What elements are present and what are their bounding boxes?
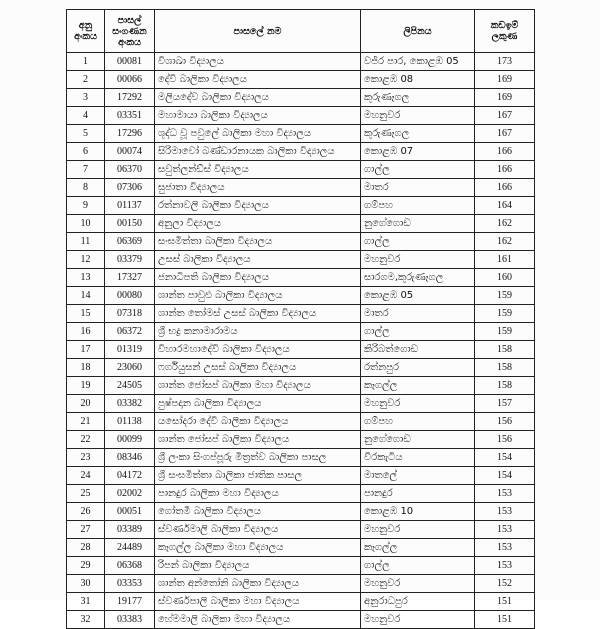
row-school-code: 01138	[105, 413, 155, 431]
row-serial-no: 4	[67, 107, 105, 125]
row-cutoff-marks: 167	[475, 107, 535, 125]
header-cutoff-marks: කඩඉම් ලකුණ	[475, 10, 535, 53]
row-school-code: 06368	[105, 557, 155, 575]
table-row	[67, 557, 535, 575]
row-address: වජිර පාර, කොළඹ 05	[361, 53, 475, 71]
row-serial-no: 8	[67, 179, 105, 197]
row-school-name: ස්වර්ණමාලි බාලිකා විද්‍යාලය	[155, 521, 361, 539]
table-row	[67, 395, 535, 413]
row-school-name: අනුලා විද්‍යාලය	[155, 215, 361, 233]
table-row	[67, 179, 535, 197]
row-school-code: 04172	[105, 467, 155, 485]
row-serial-no: 25	[67, 485, 105, 503]
row-address: ගම්පහ	[361, 197, 475, 215]
row-cutoff-marks: 159	[475, 323, 535, 341]
table-row	[67, 485, 535, 503]
row-school-code: 00051	[105, 503, 155, 521]
row-cutoff-marks: 164	[475, 197, 535, 215]
row-address: ගාල්ල	[361, 161, 475, 179]
row-address: කොළඹ 07	[361, 143, 475, 161]
row-school-name: මහාමායා බාලිකා විද්‍යාලය	[155, 107, 361, 125]
row-cutoff-marks: 161	[475, 251, 535, 269]
table-row	[67, 359, 535, 377]
row-school-code: 03383	[105, 611, 155, 629]
row-serial-no: 9	[67, 197, 105, 215]
table-row	[67, 71, 535, 89]
table-row	[67, 611, 535, 629]
row-address: ගම්පහ	[361, 413, 475, 431]
row-school-name: හේමමාලි බාලිකා මහා විද්‍යාලය	[155, 611, 361, 629]
row-address: මාතර	[361, 179, 475, 197]
row-cutoff-marks: 156	[475, 413, 535, 431]
table-row	[67, 125, 535, 143]
row-cutoff-marks: 153	[475, 521, 535, 539]
row-cutoff-marks: 152	[475, 575, 535, 593]
row-school-code: 23060	[105, 359, 155, 377]
row-school-code: 07306	[105, 179, 155, 197]
row-school-name: විහාරමහාදේවි බාලිකා විද්‍යාලය	[155, 341, 361, 359]
row-school-code: 03351	[105, 107, 155, 125]
row-serial-no: 28	[67, 539, 105, 557]
row-serial-no: 6	[67, 143, 105, 161]
row-cutoff-marks: 169	[475, 89, 535, 107]
table-row	[67, 53, 535, 71]
row-school-code: 08346	[105, 449, 155, 467]
row-cutoff-marks: 158	[475, 359, 535, 377]
row-cutoff-marks: 157	[475, 395, 535, 413]
row-address: කිරිබත්ගොඩ	[361, 341, 475, 359]
row-cutoff-marks: 166	[475, 161, 535, 179]
row-serial-no: 5	[67, 125, 105, 143]
table-row	[67, 503, 535, 521]
row-serial-no: 11	[67, 233, 105, 251]
table-row	[67, 287, 535, 305]
row-cutoff-marks: 153	[475, 485, 535, 503]
row-cutoff-marks: 153	[475, 557, 535, 575]
row-cutoff-marks: 153	[475, 503, 535, 521]
row-school-name: ශ්‍රී ලංකා සිංගප්පූරු මිත්‍රත්ව බාලිකා පාසල	[155, 449, 361, 467]
row-address: මහනුවර	[361, 251, 475, 269]
row-school-name: යසෝදරා දේවි බාලිකා විද්‍යාලය	[155, 413, 361, 431]
row-school-name: සවුත්ලන්ඩ්ස් විද්‍යාලය	[155, 161, 361, 179]
row-school-code: 00081	[105, 53, 155, 71]
row-serial-no: 24	[67, 467, 105, 485]
table-row	[67, 575, 535, 593]
row-school-code: 03389	[105, 521, 155, 539]
row-serial-no: 20	[67, 395, 105, 413]
row-cutoff-marks: 166	[475, 179, 535, 197]
row-address: මහනුවර	[361, 395, 475, 413]
row-serial-no: 15	[67, 305, 105, 323]
row-cutoff-marks: 162	[475, 233, 535, 251]
row-school-code: 00066	[105, 71, 155, 89]
row-school-code: 00150	[105, 215, 155, 233]
row-address: කෑගල්ල	[361, 539, 475, 557]
table-row	[67, 269, 535, 287]
row-school-name: ශාන්ත ජෝසප් බාලිකා මහා විද්‍යාලය	[155, 377, 361, 395]
row-serial-no: 26	[67, 503, 105, 521]
table-row	[67, 323, 535, 341]
row-school-name: ස්වර්ණපාලි බාලිකා මහා විද්‍යාලය	[155, 593, 361, 611]
row-address: කුරුණෑගල	[361, 125, 475, 143]
row-school-code: 01137	[105, 197, 155, 215]
table-row	[67, 161, 535, 179]
table-row	[67, 431, 535, 449]
row-cutoff-marks: 158	[475, 341, 535, 359]
row-school-code: 17327	[105, 269, 155, 287]
row-serial-no: 23	[67, 449, 105, 467]
row-school-name: පුෂ්පදාන බාලිකා විද්‍යාලය	[155, 395, 361, 413]
table-body	[67, 53, 535, 629]
row-serial-no: 13	[67, 269, 105, 287]
row-school-code: 02002	[105, 485, 155, 503]
row-school-name: ශ්‍රී භද්‍ර කනාමාරාමය	[155, 323, 361, 341]
row-school-name: ශාන්ත තෝමස් උසස් බාලිකා විද්‍යාලය	[155, 305, 361, 323]
row-school-name: ශාන්ත පාවුළු බාලිකා විද්‍යාලය	[155, 287, 361, 305]
row-school-code: 24505	[105, 377, 155, 395]
table-row	[67, 215, 535, 233]
row-address: සාරගම,කුරුණෑගල	[361, 269, 475, 287]
row-serial-no: 1	[67, 53, 105, 71]
row-school-name: සුජාතා විද්‍යාලය	[155, 179, 361, 197]
row-address: ගාල්ල	[361, 557, 475, 575]
row-school-code: 17296	[105, 125, 155, 143]
row-address: මහනුවර	[361, 575, 475, 593]
row-school-name: සිරිමාවෝ බණ්ඩාරනායක බාලිකා විද්‍යාලය	[155, 143, 361, 161]
row-serial-no: 17	[67, 341, 105, 359]
row-serial-no: 2	[67, 71, 105, 89]
header-school-code: පාසල් සංගණන අංකය	[105, 10, 155, 53]
row-cutoff-marks: 151	[475, 611, 535, 629]
row-school-code: 17292	[105, 89, 155, 107]
row-school-name: පානදුර බාලිකා මහා විද්‍යාලය	[155, 485, 361, 503]
row-address: කොළඹ 05	[361, 287, 475, 305]
row-serial-no: 27	[67, 521, 105, 539]
row-cutoff-marks: 159	[475, 287, 535, 305]
row-school-name: ජනාධිපති බාලිකා විද්‍යාලය	[155, 269, 361, 287]
row-serial-no: 16	[67, 323, 105, 341]
row-school-name: රිපන් බාලිකා විද්‍යාලය	[155, 557, 361, 575]
header-address: ලිපිනය	[361, 10, 475, 53]
row-cutoff-marks: 158	[475, 377, 535, 395]
table-header-row	[67, 10, 535, 53]
row-serial-no: 30	[67, 575, 105, 593]
row-cutoff-marks: 160	[475, 269, 535, 287]
row-address: ගාල්ල	[361, 233, 475, 251]
table-row	[67, 413, 535, 431]
table-row	[67, 251, 535, 269]
row-cutoff-marks: 173	[475, 53, 535, 71]
row-address: නුගේගොඩ	[361, 431, 475, 449]
row-address: රත්නපුර	[361, 359, 475, 377]
row-school-code: 07318	[105, 305, 155, 323]
header-school-name: පාසලේ නම	[155, 10, 361, 53]
row-serial-no: 18	[67, 359, 105, 377]
row-address: මහනුවර	[361, 521, 475, 539]
row-serial-no: 12	[67, 251, 105, 269]
row-school-name: ගෝතමී බාලිකා විද්‍යාලය	[155, 503, 361, 521]
row-serial-no: 22	[67, 431, 105, 449]
row-school-code: 00099	[105, 431, 155, 449]
row-school-name: සංඝමිත්තා බාලිකා විද්‍යාලය	[155, 233, 361, 251]
row-serial-no: 31	[67, 593, 105, 611]
row-school-name: ශාන්ත අන්තෝනි බාලිකා විද්‍යාලය	[155, 575, 361, 593]
row-school-code: 24489	[105, 539, 155, 557]
row-school-name: ශුද්ධ වූ පවුලේ බාලිකා මහා විද්‍යාලය	[155, 125, 361, 143]
row-serial-no: 14	[67, 287, 105, 305]
row-cutoff-marks: 153	[475, 539, 535, 557]
row-serial-no: 29	[67, 557, 105, 575]
table-row	[67, 521, 535, 539]
row-serial-no: 19	[67, 377, 105, 395]
table-row	[67, 377, 535, 395]
row-cutoff-marks: 167	[475, 125, 535, 143]
row-school-code: 06369	[105, 233, 155, 251]
row-address: මහනුවර	[361, 107, 475, 125]
row-school-code: 01319	[105, 341, 155, 359]
row-address: කොළඹ 08	[361, 71, 475, 89]
row-cutoff-marks: 166	[475, 143, 535, 161]
row-serial-no: 21	[67, 413, 105, 431]
row-address: කොළඹ 10	[361, 503, 475, 521]
row-school-name: ශ්‍රී සංඝමිත්තා බාලිකා ජාතික පාසල	[155, 467, 361, 485]
row-school-name: ෆර්ගියුසන් උසස් බාලිකා විද්‍යාලය	[155, 359, 361, 377]
row-school-name: උසස් බාලිකා විද්‍යාලය	[155, 251, 361, 269]
row-address: ගාල්ල	[361, 323, 475, 341]
row-school-code: 03379	[105, 251, 155, 269]
row-cutoff-marks: 151	[475, 593, 535, 611]
table-row	[67, 341, 535, 359]
table-row	[67, 89, 535, 107]
table-row	[67, 197, 535, 215]
row-address: වීරකැටිය	[361, 449, 475, 467]
row-address: කෑගල්ල	[361, 377, 475, 395]
row-cutoff-marks: 162	[475, 215, 535, 233]
row-cutoff-marks: 154	[475, 467, 535, 485]
row-school-name: ශාන්ත ජෝසප් බාලිකා විද්‍යාලය	[155, 431, 361, 449]
table-row	[67, 143, 535, 161]
row-cutoff-marks: 169	[475, 71, 535, 89]
row-address: නුගේගොඩ	[361, 215, 475, 233]
row-address: පානදුර	[361, 485, 475, 503]
row-school-code: 03353	[105, 575, 155, 593]
row-school-code: 00074	[105, 143, 155, 161]
row-school-code: 06370	[105, 161, 155, 179]
header-serial-no: අනු අංකය	[67, 10, 105, 53]
table-row	[67, 539, 535, 557]
table-row	[67, 107, 535, 125]
school-cutoff-table	[66, 9, 535, 629]
table-row	[67, 449, 535, 467]
row-address: අනුරාධපුර	[361, 593, 475, 611]
row-address: මාතර	[361, 305, 475, 323]
row-school-code: 03382	[105, 395, 155, 413]
row-address: මාතලේ	[361, 467, 475, 485]
table-row	[67, 467, 535, 485]
row-school-name: කෑගල්ල බාලිකා මහා විද්‍යාලය	[155, 539, 361, 557]
row-address: මහනුවර	[361, 611, 475, 629]
row-address: කුරුණෑගල	[361, 89, 475, 107]
row-serial-no: 32	[67, 611, 105, 629]
row-school-name: මලියදේව බාලිකා විද්‍යාලය	[155, 89, 361, 107]
row-serial-no: 10	[67, 215, 105, 233]
row-serial-no: 3	[67, 89, 105, 107]
table-row	[67, 305, 535, 323]
row-cutoff-marks: 154	[475, 449, 535, 467]
row-serial-no: 7	[67, 161, 105, 179]
row-school-name: විශාඛා විද්‍යාලය	[155, 53, 361, 71]
row-school-name: දේවි බාලිකා විද්‍යාලය	[155, 71, 361, 89]
row-school-name: රත්නාවලි බාලිකා විද්‍යාලය	[155, 197, 361, 215]
row-cutoff-marks: 159	[475, 305, 535, 323]
table-row	[67, 593, 535, 611]
row-school-code: 06372	[105, 323, 155, 341]
row-cutoff-marks: 156	[475, 431, 535, 449]
row-school-code: 00080	[105, 287, 155, 305]
row-school-code: 19177	[105, 593, 155, 611]
table-row	[67, 233, 535, 251]
